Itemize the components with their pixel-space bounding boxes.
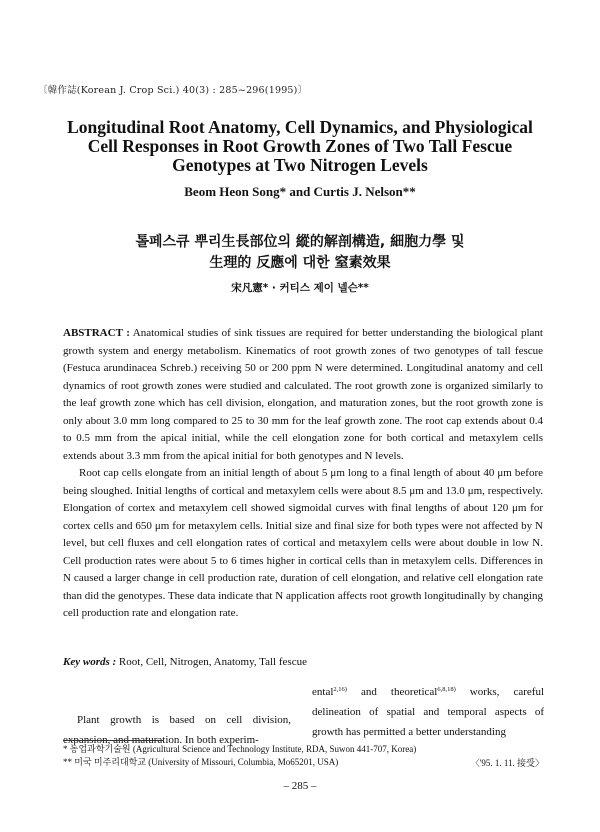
- page-number: – 285 –: [283, 780, 317, 792]
- citation: 6,8,18): [437, 686, 456, 693]
- abstract: [63, 325, 543, 623]
- keywords: [63, 656, 543, 668]
- body-text: ental: [312, 686, 334, 698]
- keywords-text: Root, Cell, Nitrogen, Anatomy, Tall fescue: [116, 656, 307, 668]
- abstract-text-1: Anatomical studies of sink tissues are required for better understanding the biological plant growth system and energy metabolism. Kinematics of root growth zones of two genotypes of tall fescue (Festuca arundinacea Schreb.) receiving 50 or 200 ppm N were determined. Longitudinal anatomy and cell dynamics of root growth zones were studied and calculated. The root growth zone is organized similarly to the leaf growth zone which has cell division, elongation, and maturation zones, but the root growth zone is only about 3.0 mm long compared to 25 to 30 mm for the leaf growth zone. The root cap extends about 0.4 to 0.5 mm from the apical initial, while the cell elongation zone for both cortical and metaxylem cells extends about 3.3 mm from the apical initial for both genotypes and N levels.: [63, 327, 543, 462]
- footnote-rule: [63, 740, 163, 741]
- title-line: Longitudinal Root Anatomy, Cell Dynamics, and Physiological: [67, 117, 533, 137]
- citation: 2,16): [333, 686, 347, 693]
- korean-title-line: 生理的 反應에 대한 窒素效果: [209, 255, 391, 271]
- footnote-1: * 농업과학기술원 (Agricultural Science and Technology Institute, RDA, Suwon 441-707, Korea): [63, 744, 417, 754]
- body-text: and theoretical: [346, 686, 438, 698]
- body-left-column: Plant growth is based on cell division, expansion, and maturation. In both experim-: [63, 714, 291, 746]
- korean-title-line: 톨페스큐 뿌리生長部位의 縱的解剖構造, 細胞力學 및: [135, 234, 465, 250]
- title-line: Genotypes at Two Nitrogen Levels: [172, 155, 428, 175]
- title-line: Cell Responses in Root Growth Zones of Two Tall Fescue: [87, 136, 513, 156]
- abstract-paragraph-2: Root cap cells elongate from an initial length of about 5 μm long to a final length of about 40 μm before being sloughed. Initial lengths of cortical and metaxylem cells were about 8.5 μm and 13.0 μm, respectively. Elongation of cortex and metaxylem cell showed sigmoidal curves with final lengths of about 120 μm for cortex cells and 650 μm for metaxylem cells. Initial size and final size for both types were not affected by N level, but cell fluxes and cell elongation rates of cortical and metaxylem cells were about double in low N. Cell production rates were about 5 to 6 times higher in cortical cells than in metaxylem cells. Differences in N caused a larger change in cell production rate, duration of cell elongation, and relative cell elongation rate than did the genotypes. These data indicate that N application affects root growth longitudinally by changing cell production rate and elongation rate.: [63, 467, 543, 619]
- journal-reference: 〔韓作誌(Korean J. Crop Sci.) 40(3) : 285~296(1995)〕: [38, 85, 308, 96]
- body-text: works, careful delineation of spatial and temporal aspects of growth has permitted a better understanding: [312, 686, 544, 738]
- body-right-column: [312, 682, 544, 742]
- keywords-label: Key words :: [63, 656, 117, 668]
- authors: Beom Heon Song* and Curtis J. Nelson**: [184, 184, 416, 199]
- paper-title: [40, 118, 560, 175]
- abstract-label: ABSTRACT :: [63, 327, 130, 339]
- korean-title: [40, 232, 560, 274]
- footnote-2: ** 미국 미주리대학교 (University of Missouri, Columbia, Mo65201, USA): [63, 757, 339, 767]
- received-date: 〈'95. 1. 11. 接受〉: [470, 758, 544, 768]
- abstract-paragraph-1: [63, 325, 543, 465]
- korean-authors: 宋凡憲* · 커티스 제이 넬슨**: [231, 282, 369, 294]
